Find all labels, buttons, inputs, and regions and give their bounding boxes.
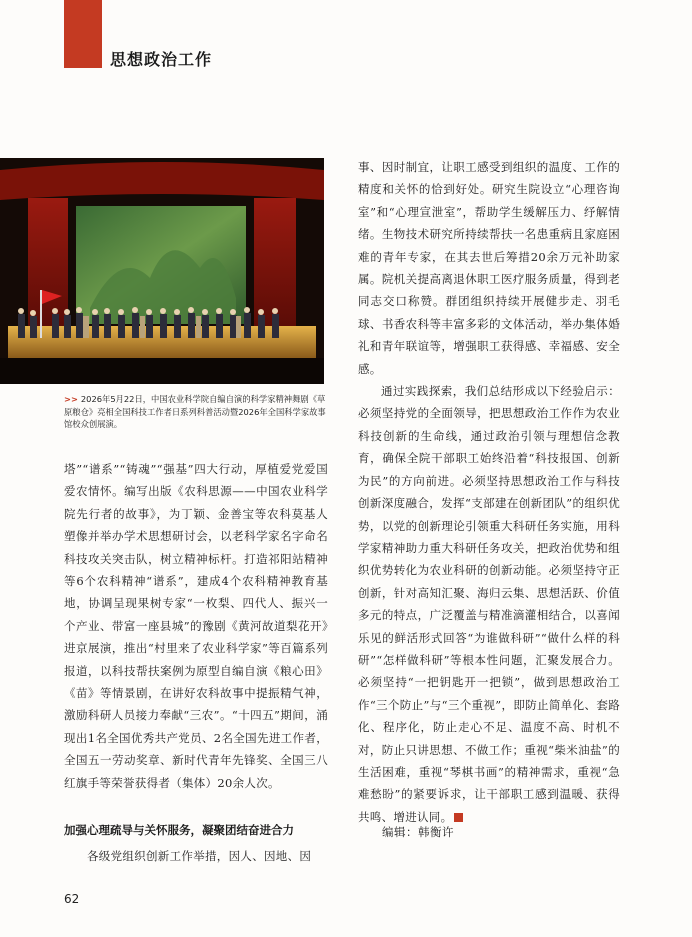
body-paragraph: 事、因时制宜，让职工感受到组织的温度、工作的精度和关怀的恰到好处。研究生院设立“心理咨询室”和“心理宣泄室”，帮助学生缓解压力、纾解情绪。生物技术研究所持续帮扶一名患重病且家庭困难的青年专家，在其去世后筹措20余万元补助家属。院机关提高离退休职工医疗服务质量，得到老同志交口称赞。群团组织持续开展健步走、羽毛球、书香农科等丰富多彩的文体活动，举办集体婚礼和青年联谊等，增强职工获得感、幸福感、安全感。: [358, 160, 620, 376]
caption-marker: >>: [64, 394, 78, 404]
body-paragraph: 各级党组织创新工作举措，因人、因地、因: [87, 849, 312, 863]
section-title: 思想政治工作: [110, 50, 213, 69]
section-color-tab: [64, 0, 102, 68]
article-end-mark: [454, 813, 463, 822]
page-number: 62: [64, 892, 80, 906]
editor-credit: 编辑：韩衡许: [382, 825, 454, 839]
left-column-continued: [64, 845, 328, 867]
body-paragraph: 塔”“谱系”“铸魂”“强基”四大行动，厚植爱党爱国爱农情怀。编写出版《农科思源——中国农业科学院先行者的故事》，为丁颖、金善宝等农科莫基人塑像并举办学术思想研讨会，以老科学家名字命名科技攻关突击队，树立精神标杆。打造祁阳站精神等6个农科精神“谱系”，建成4个农科精神教育基地，协调呈现果树专家“一枚梨、四代人、振兴一个产业、带富一座县城”的豫剧《黄河故道梨花开》进京展演，推出“村里来了农业科学家”等百篇系列报道，以科技帮扶案例为原型自编自演《粮心田》《苗》等情景剧，在讲好农科故事中提振精气神，激励科研人员接力奉献“三农”。“十四五”期间，涌现出1名全国优秀共产党员、2名全国先进工作者，全国五一劳动奖章、新时代青年先锋奖、全国三八红旗手等荣誉获得者（集体）20余人次。: [64, 462, 328, 790]
caption-text: 2026年5月22日，中国农业科学院自编自演的科学家精神舞剧《草原粮仓》亮相全国科技工作者日系列科普活动暨2026年全国科学家故事馆校众创展演。: [64, 394, 326, 429]
performance-photo: [0, 158, 324, 384]
right-column: [358, 156, 620, 828]
conclusion-text: 通过实践探索，我们总结形成以下经验启示：必须坚持党的全面领导，把思想政治工作作为农业科技创新的生命线，通过政治引领与理想信念教育，确保全院干部职工始终沿着“科技报国、创新为民”的方向前进。必须坚持思想政治工作与科技创新深度融合，发挥“支部建在创新团队”的组织优势，以党的创新理论引领重大科研任务实施，用科学家精神助力重大科研任务攻关，把政治优势和组织优势转化为农业科研的创新动能。必须坚持守正创新，针对高知汇聚、海归云集、思想活跃、价值多元的特点，广泛覆盖与精准滴灌相结合，以喜闻乐见的鲜活形式回答“为谁做科研”“做什么样的科研”“怎样做科研”等根本性问题，汇聚发展合力。必须坚持“一把钥匙开一把锁”，做到思想政治工作“三个防止”与“三个重视”，即防止简单化、套路化、程序化，防止走心不足、温度不高、时机不对，防止只讲思想、不做工作；重视“柴米油盐”的生活困难，重视“琴棋书画”的精神需求，重视“急难愁盼”的紧要诉求，让干部职工感到温暖、获得共鸣、增进认同。: [358, 384, 620, 824]
section-subheading: 加强心理疏导与关怀服务，凝聚团结奋进合力: [64, 823, 294, 837]
left-column: [64, 458, 328, 794]
stage-photo-illustration: [0, 158, 324, 384]
body-paragraph-conclusion: [358, 380, 620, 828]
photo-caption: [64, 393, 326, 431]
